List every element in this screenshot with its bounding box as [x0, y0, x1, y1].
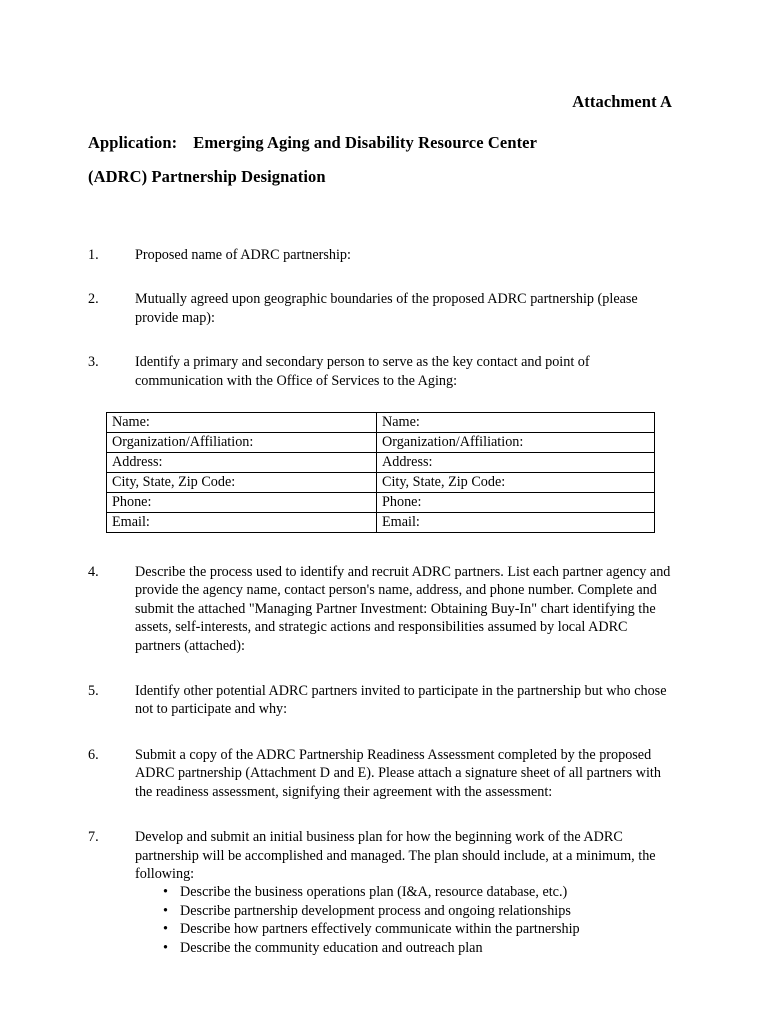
- item-text: Develop and submit an initial business plan for how the beginning work of the ADRC partnership will be accomplished and managed. The plan should include, at a minimum, the following:: [135, 829, 656, 882]
- item-number: 6.: [88, 746, 99, 763]
- list-item-label: Describe partnership development process and ongoing relationships: [180, 902, 571, 919]
- item-text: Proposed name of ADRC partnership:: [135, 247, 351, 263]
- page-title: [88, 126, 672, 194]
- table-cell-secondary-email[interactable]: Email:: [377, 513, 655, 533]
- list-item-label: Describe the business operations plan (I&A, resource database, etc.): [180, 884, 568, 901]
- table-cell-secondary-city-state-zip[interactable]: City, State, Zip Code:: [377, 473, 655, 493]
- list-item: [88, 920, 672, 938]
- table-row: [107, 413, 655, 433]
- table-cell-secondary-name[interactable]: Name:: [377, 413, 655, 433]
- table-cell-secondary-organization[interactable]: Organization/Affiliation:: [377, 433, 655, 453]
- item-text: Submit a copy of the ADRC Partnership Readiness Assessment completed by the proposed ADRC partnership (Attachment D and E). Please attach a signature sheet of all partners with the readiness assessment, signifying their agreement with the assessment:: [135, 746, 661, 800]
- form-item-3: [88, 353, 672, 390]
- bullet-icon: •: [163, 921, 168, 938]
- item-text: Describe the process used to identify and recruit ADRC partners. List each partner agency and provide the agency name, contact person's name, address, and phone number. Complete and submit the attached "Managing Partner Investment: Obtaining Buy-In" chart identifying the assets, self-interests, and strategic actions and responsibilities assumed by local ADRC partners (attached):: [135, 564, 671, 654]
- list-item-label: Describe how partners effectively communicate within the partnership: [180, 921, 580, 938]
- item-number: 4.: [88, 564, 99, 581]
- title-prefix: Application:: [88, 133, 178, 152]
- item-number: 7.: [88, 829, 99, 846]
- table-cell-primary-address[interactable]: Address:: [107, 453, 377, 473]
- form-item-4: [88, 563, 672, 655]
- table-row: [107, 433, 655, 453]
- bullet-icon: •: [163, 902, 168, 919]
- table-row: [107, 473, 655, 493]
- table-cell-primary-organization[interactable]: Organization/Affiliation:: [107, 433, 377, 453]
- list-item: [88, 939, 672, 957]
- title-main: Emerging Aging and Disability Resource Center: [193, 133, 538, 152]
- document-content: [88, 0, 672, 957]
- table-cell-primary-phone[interactable]: Phone:: [107, 493, 377, 513]
- item-text: Mutually agreed upon geographic boundaries of the proposed ADRC partnership (please provide map):: [135, 291, 638, 326]
- item-number: 2.: [88, 291, 99, 308]
- form-item-6: [88, 746, 672, 801]
- table-row: [107, 453, 655, 473]
- contact-table-body: [107, 413, 655, 533]
- contact-table: [106, 412, 655, 533]
- form-item-7: [88, 828, 672, 883]
- list-item: [88, 883, 672, 901]
- table-cell-primary-city-state-zip[interactable]: City, State, Zip Code:: [107, 473, 377, 493]
- item-text: Identify other potential ADRC partners invited to participate in the partnership but who chose not to participate and why:: [135, 683, 667, 718]
- table-row: [107, 513, 655, 533]
- bullet-icon: •: [163, 884, 168, 901]
- list-item-label: Describe the community education and outreach plan: [180, 939, 483, 956]
- table-cell-secondary-phone[interactable]: Phone:: [377, 493, 655, 513]
- table-cell-primary-name[interactable]: Name:: [107, 413, 377, 433]
- item-text: Identify a primary and secondary person to serve as the key contact and point of communication with the Office of Services to the Aging:: [135, 354, 590, 389]
- table-cell-secondary-address[interactable]: Address:: [377, 453, 655, 473]
- attachment-label: Attachment A: [572, 92, 672, 111]
- item-number: 5.: [88, 683, 99, 700]
- business-plan-bullet-list: [88, 883, 672, 957]
- form-item-5: [88, 682, 672, 719]
- item-number: 1.: [88, 247, 99, 263]
- table-row: [107, 493, 655, 513]
- contact-table-container: [88, 412, 672, 533]
- table-cell-primary-email[interactable]: Email:: [107, 513, 377, 533]
- item-number: 3.: [88, 354, 99, 371]
- form-item-1: [88, 246, 672, 264]
- form-item-2: [88, 290, 672, 327]
- bullet-icon: •: [163, 939, 168, 956]
- list-item: [88, 902, 672, 920]
- title-line2: (ADRC) Partnership Designation: [88, 167, 326, 186]
